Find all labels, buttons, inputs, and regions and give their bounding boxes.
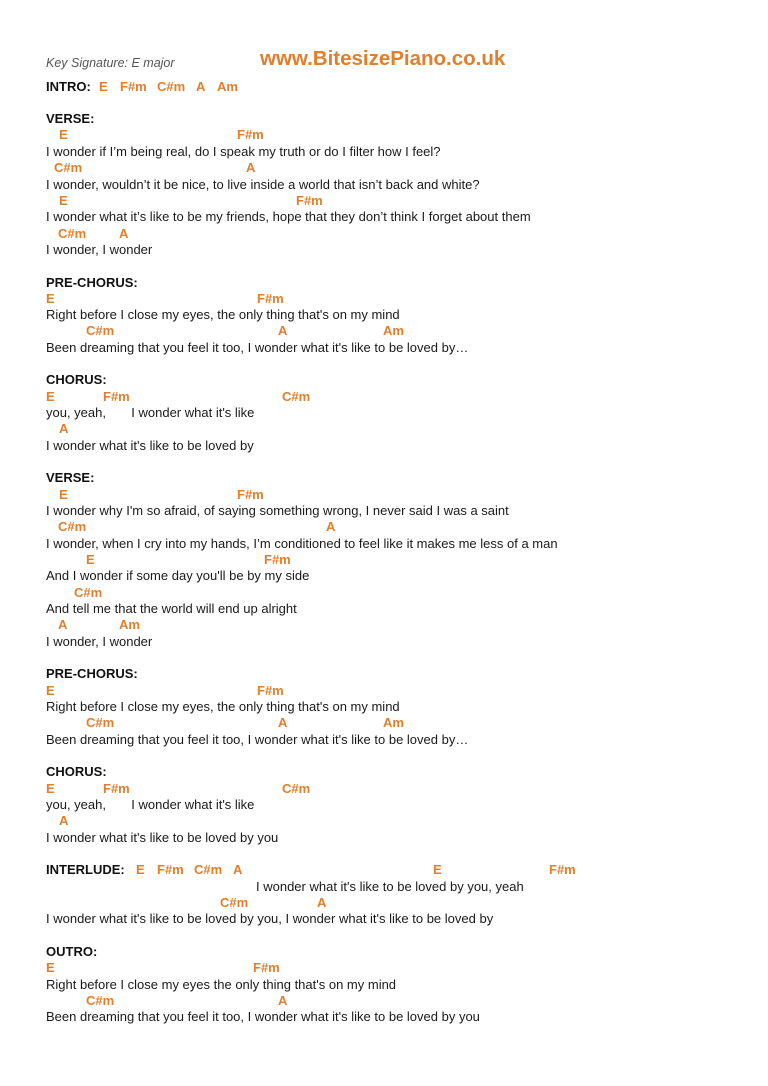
- chord-label: A: [246, 160, 256, 175]
- lyric-text: I wonder, I wonder: [46, 634, 153, 649]
- section-heading-row: [0, 79, 768, 94]
- chord-label: C#m: [282, 389, 311, 404]
- chord-label: A: [196, 79, 206, 94]
- lyric-text: I wonder what it's like to be loved by: [46, 438, 254, 453]
- chord-label: C#m: [282, 781, 311, 796]
- lyric-line: [0, 732, 768, 747]
- key-signature: Key Signature: E major: [46, 56, 175, 70]
- chord-label: Am: [383, 323, 404, 338]
- lyric-line: [0, 177, 768, 192]
- chord-label: F#m: [296, 193, 323, 208]
- lyric-text: Been dreaming that you feel it too, I wonder what it's like to be loved by…: [46, 340, 469, 355]
- lyric-line: [0, 797, 768, 812]
- chord-label: E: [46, 389, 55, 404]
- chord-label: A: [119, 226, 129, 241]
- chord-label: C#m: [86, 715, 115, 730]
- chord-label: A: [233, 862, 243, 877]
- chord-line: [0, 421, 768, 436]
- chord-label: A: [317, 895, 327, 910]
- chord-label: A: [58, 617, 68, 632]
- lyric-text: I wonder, I wonder: [46, 242, 153, 257]
- lyric-text: Right before I close my eyes, the only thing that's on my mind: [46, 699, 400, 714]
- lyric-line: [0, 405, 768, 420]
- lyric-line: [0, 536, 768, 551]
- lyric-text: Right before I close my eyes the only thing that's on my mind: [46, 977, 397, 992]
- chord-line: [0, 160, 768, 175]
- section-heading: OUTRO:: [46, 944, 98, 959]
- lyric-text: I wonder what it's like to be loved by you, yeah: [256, 879, 524, 894]
- chord-label: F#m: [157, 862, 184, 877]
- chord-label: A: [278, 715, 288, 730]
- chord-label: F#m: [549, 862, 576, 877]
- lyric-text: you, yeah, I wonder what it's like: [46, 797, 255, 812]
- section-heading-row: [0, 111, 768, 126]
- chord-line: [0, 193, 768, 208]
- lyric-line: [0, 307, 768, 322]
- chord-label: C#m: [194, 862, 223, 877]
- chord-label: Am: [119, 617, 140, 632]
- chord-label: C#m: [58, 226, 87, 241]
- section-heading: INTRO:: [46, 79, 91, 94]
- chord-label: E: [136, 862, 145, 877]
- lyric-text: I wonder what it's like to be loved by you: [46, 830, 279, 845]
- chord-line: [0, 389, 768, 404]
- chord-label: Am: [383, 715, 404, 730]
- chord-label: E: [59, 127, 68, 142]
- chord-line: [0, 960, 768, 975]
- chord-label: F#m: [120, 79, 147, 94]
- lyric-line: [0, 438, 768, 453]
- chord-line: [0, 895, 768, 910]
- lyric-line: [0, 340, 768, 355]
- section-heading-row: [0, 764, 768, 779]
- chord-label: A: [59, 813, 69, 828]
- chord-label: C#m: [157, 79, 186, 94]
- chord-label: E: [46, 960, 55, 975]
- chord-label: E: [46, 781, 55, 796]
- chord-label: E: [86, 552, 95, 567]
- lyric-text: Been dreaming that you feel it too, I wonder what it's like to be loved by you: [46, 1009, 480, 1024]
- lyric-text: And tell me that the world will end up alright: [46, 601, 297, 616]
- chord-label: A: [326, 519, 336, 534]
- chord-line: [0, 683, 768, 698]
- lyric-text: I wonder if I’m being real, do I speak my truth or do I filter how I feel?: [46, 144, 441, 159]
- section-heading: PRE-CHORUS:: [46, 666, 138, 681]
- chord-label: F#m: [103, 781, 130, 796]
- chord-line: [0, 127, 768, 142]
- lyric-text: I wonder, wouldn’t it be nice, to live inside a world that isn’t back and white?: [46, 177, 480, 192]
- chord-label: C#m: [54, 160, 83, 175]
- lyric-text: I wonder what it's like to be loved by you, I wonder what it's like to be loved by: [46, 911, 494, 926]
- lyric-line: [0, 830, 768, 845]
- chord-line: [0, 519, 768, 534]
- section-heading-row: [0, 275, 768, 290]
- chord-line: [0, 617, 768, 632]
- lyric-line: [0, 879, 768, 894]
- lyric-text: And I wonder if some day you'll be by my side: [46, 568, 310, 583]
- chord-label: F#m: [253, 960, 280, 975]
- lyric-line: [0, 568, 768, 583]
- section-heading-row: [0, 862, 768, 877]
- lyric-line: [0, 699, 768, 714]
- chord-label: A: [278, 993, 288, 1008]
- section-heading-row: [0, 470, 768, 485]
- chord-line: [0, 291, 768, 306]
- chord-label: F#m: [103, 389, 130, 404]
- chord-label: C#m: [58, 519, 87, 534]
- lyric-text: I wonder why I'm so afraid, of saying something wrong, I never said I was a saint: [46, 503, 509, 518]
- chord-label: F#m: [237, 127, 264, 142]
- chord-line: [0, 715, 768, 730]
- section-heading-row: [0, 666, 768, 681]
- chord-label: C#m: [220, 895, 249, 910]
- section-heading: INTERLUDE:: [46, 862, 125, 877]
- lyric-line: [0, 977, 768, 992]
- section-heading-row: [0, 372, 768, 387]
- chord-label: E: [46, 683, 55, 698]
- website-link[interactable]: www.BitesizePiano.co.uk: [260, 47, 506, 70]
- chord-label: C#m: [86, 993, 115, 1008]
- lyric-text: Been dreaming that you feel it too, I wonder what it's like to be loved by…: [46, 732, 469, 747]
- chord-label: C#m: [74, 585, 103, 600]
- lyric-line: [0, 144, 768, 159]
- section-heading-row: [0, 944, 768, 959]
- chord-label: C#m: [86, 323, 115, 338]
- chord-line: [0, 323, 768, 338]
- chord-label: A: [278, 323, 288, 338]
- section-heading: PRE-CHORUS:: [46, 275, 138, 290]
- chord-label: E: [433, 862, 442, 877]
- chord-label: E: [99, 79, 108, 94]
- lyric-line: [0, 1009, 768, 1024]
- chord-line: [0, 813, 768, 828]
- chord-line: [0, 487, 768, 502]
- lyric-line: [0, 911, 768, 926]
- chord-line: [0, 226, 768, 241]
- lyric-line: [0, 242, 768, 257]
- chord-label: E: [46, 291, 55, 306]
- chord-label: A: [59, 421, 69, 436]
- chord-label: F#m: [264, 552, 291, 567]
- chord-line: [0, 781, 768, 796]
- chord-label: F#m: [237, 487, 264, 502]
- lyric-line: [0, 634, 768, 649]
- chord-line: [0, 552, 768, 567]
- chord-line: [0, 993, 768, 1008]
- chord-label: F#m: [257, 683, 284, 698]
- lyric-text: you, yeah, I wonder what it's like: [46, 405, 255, 420]
- chord-label: Am: [217, 79, 238, 94]
- lyric-text: Right before I close my eyes, the only thing that's on my mind: [46, 307, 400, 322]
- chord-label: F#m: [257, 291, 284, 306]
- lyric-text: I wonder, when I cry into my hands, I’m conditioned to feel like it makes me less of a man: [46, 536, 558, 551]
- chord-line: [0, 585, 768, 600]
- lyric-text: I wonder what it’s like to be my friends, hope that they don’t think I forget about them: [46, 209, 531, 224]
- lyric-line: [0, 601, 768, 616]
- chord-label: E: [59, 487, 68, 502]
- lyric-line: [0, 209, 768, 224]
- section-heading: CHORUS:: [46, 764, 107, 779]
- chord-label: E: [59, 193, 68, 208]
- section-heading: CHORUS:: [46, 372, 107, 387]
- section-heading: VERSE:: [46, 470, 95, 485]
- lyric-line: [0, 503, 768, 518]
- section-heading: VERSE:: [46, 111, 95, 126]
